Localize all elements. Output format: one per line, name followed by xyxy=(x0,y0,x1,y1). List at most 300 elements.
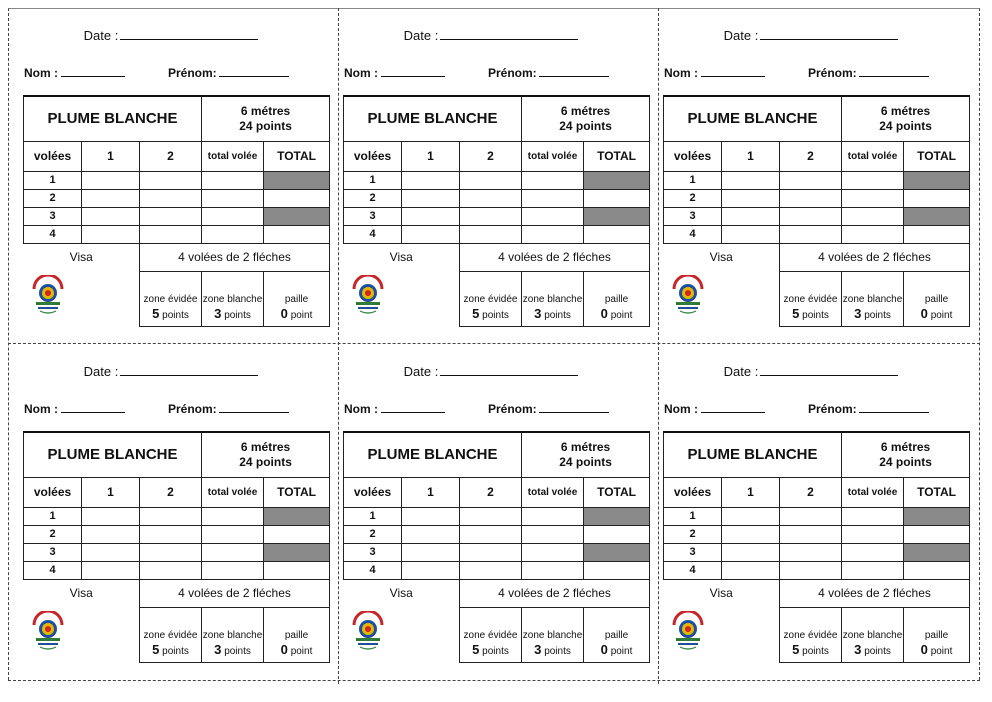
row-number: 1 xyxy=(664,171,722,189)
date-label: Date : xyxy=(403,364,439,379)
score-card xyxy=(10,8,332,338)
score-cell[interactable] xyxy=(82,507,140,525)
nom-blank[interactable] xyxy=(701,402,765,413)
nom-label: Nom : xyxy=(24,66,58,80)
distance-points xyxy=(842,96,970,141)
score-cell[interactable] xyxy=(722,561,780,579)
score-cell[interactable] xyxy=(780,525,842,543)
row-number: 3 xyxy=(664,543,722,561)
col-header-total: TOTAL xyxy=(264,141,330,171)
score-cell[interactable] xyxy=(522,171,584,189)
format-label: 4 volées de 2 fléches xyxy=(780,243,970,271)
zone-blanche-points: 3 xyxy=(214,305,222,321)
table-row xyxy=(664,207,970,225)
row-number: 3 xyxy=(344,207,402,225)
col-header-2: 2 xyxy=(460,477,522,507)
total-cell[interactable] xyxy=(264,225,330,243)
zone-paille-label: paille xyxy=(604,629,629,641)
nom-blank[interactable] xyxy=(701,66,765,77)
nom-field[interactable] xyxy=(344,402,445,416)
score-cell[interactable] xyxy=(82,207,140,225)
row-number: 1 xyxy=(344,171,402,189)
format-label: 4 volées de 2 fléches xyxy=(140,579,330,607)
distance-points xyxy=(202,432,330,477)
score-cell[interactable] xyxy=(140,507,202,525)
prenom-label: Prénom: xyxy=(808,66,857,80)
score-cell[interactable] xyxy=(842,507,904,525)
date-blank[interactable] xyxy=(440,28,578,40)
score-cell[interactable] xyxy=(722,189,780,207)
score-cell[interactable] xyxy=(140,207,202,225)
nom-blank[interactable] xyxy=(61,66,125,77)
date-blank[interactable] xyxy=(120,28,258,40)
score-cell[interactable] xyxy=(842,225,904,243)
total-cell-shaded xyxy=(264,507,330,525)
row-number: 2 xyxy=(664,189,722,207)
score-table xyxy=(343,95,650,327)
club-logo-icon xyxy=(350,611,386,651)
row-number: 4 xyxy=(24,561,82,579)
club-logo-icon xyxy=(670,275,706,315)
points-total-label: 24 points xyxy=(239,454,292,469)
table-row xyxy=(344,543,650,561)
nom-label: Nom : xyxy=(664,402,698,416)
total-cell[interactable] xyxy=(904,525,970,543)
table-row xyxy=(344,171,650,189)
score-cell[interactable] xyxy=(780,225,842,243)
zone-blanche-label: zone blanche xyxy=(522,629,583,641)
prenom-label: Prénom: xyxy=(168,402,217,416)
total-cell[interactable] xyxy=(264,189,330,207)
visa-signature-area[interactable] xyxy=(82,607,140,662)
nom-field[interactable] xyxy=(24,402,125,416)
points-total-label: 24 points xyxy=(879,454,932,469)
total-cell-shaded xyxy=(264,171,330,189)
row-number: 4 xyxy=(664,561,722,579)
score-cell[interactable] xyxy=(780,543,842,561)
date-label: Date : xyxy=(83,364,119,379)
table-row xyxy=(24,561,330,579)
visa-label: Visa xyxy=(24,579,140,607)
zone-paille xyxy=(584,607,650,662)
col-header-total: TOTAL xyxy=(904,477,970,507)
col-header-total-volee: total volée xyxy=(842,141,904,171)
score-cell[interactable] xyxy=(722,207,780,225)
col-header-2: 2 xyxy=(460,141,522,171)
col-header-1: 1 xyxy=(402,141,460,171)
score-table xyxy=(23,95,330,327)
row-number: 4 xyxy=(344,225,402,243)
score-cell[interactable] xyxy=(82,525,140,543)
zone-paille xyxy=(904,607,970,662)
zone-paille xyxy=(264,607,330,662)
score-cell[interactable] xyxy=(522,525,584,543)
score-card xyxy=(330,8,652,338)
card-title: PLUME BLANCHE xyxy=(664,96,842,141)
table-row xyxy=(24,507,330,525)
row-number: 1 xyxy=(664,507,722,525)
score-cell[interactable] xyxy=(402,507,460,525)
point-unit: point xyxy=(610,309,633,321)
score-table xyxy=(663,431,970,663)
score-cell[interactable] xyxy=(140,171,202,189)
row-number: 4 xyxy=(344,561,402,579)
date-label: Date : xyxy=(83,28,119,43)
date-label: Date : xyxy=(723,364,759,379)
date-field[interactable] xyxy=(330,364,652,379)
zone-paille-points: 0 xyxy=(280,305,288,321)
point-unit: point xyxy=(930,309,953,321)
zone-evidee-points: 5 xyxy=(792,641,800,657)
score-cell[interactable] xyxy=(780,207,842,225)
zone-blanche xyxy=(842,607,904,662)
zone-evidee-label: zone évidée xyxy=(463,629,518,641)
score-cell[interactable] xyxy=(402,543,460,561)
zone-blanche xyxy=(202,271,264,326)
score-cell[interactable] xyxy=(202,507,264,525)
score-cell[interactable] xyxy=(722,225,780,243)
logo-cell xyxy=(344,271,402,326)
zone-evidee xyxy=(780,607,842,662)
col-header-total: TOTAL xyxy=(264,477,330,507)
score-cell[interactable] xyxy=(842,561,904,579)
col-header-volees: volées xyxy=(24,141,82,171)
col-header-total-volee: total volée xyxy=(522,477,584,507)
total-cell[interactable] xyxy=(264,561,330,579)
total-cell-shaded xyxy=(904,207,970,225)
logo-cell xyxy=(24,607,82,662)
prenom-field[interactable] xyxy=(808,66,929,80)
prenom-field[interactable] xyxy=(488,66,609,80)
total-cell[interactable] xyxy=(904,561,970,579)
score-cell[interactable] xyxy=(82,189,140,207)
col-header-2: 2 xyxy=(780,477,842,507)
zone-paille-label: paille xyxy=(284,293,309,305)
zone-evidee-label: zone évidée xyxy=(143,629,198,641)
table-row xyxy=(664,561,970,579)
total-cell[interactable] xyxy=(584,561,650,579)
table-row xyxy=(664,543,970,561)
distance-label: 6 métres xyxy=(240,103,291,118)
score-cell[interactable] xyxy=(460,207,522,225)
visa-signature-area[interactable] xyxy=(82,271,140,326)
score-cell[interactable] xyxy=(82,543,140,561)
score-cell[interactable] xyxy=(722,507,780,525)
score-cell[interactable] xyxy=(402,189,460,207)
club-logo-icon xyxy=(350,275,386,315)
table-row xyxy=(664,525,970,543)
score-cell[interactable] xyxy=(522,543,584,561)
card-title: PLUME BLANCHE xyxy=(24,432,202,477)
distance-points xyxy=(522,432,650,477)
score-cell[interactable] xyxy=(460,225,522,243)
logo-cell xyxy=(664,271,722,326)
score-cell[interactable] xyxy=(140,525,202,543)
zone-blanche-points: 3 xyxy=(534,305,542,321)
score-cell[interactable] xyxy=(82,225,140,243)
table-row xyxy=(24,225,330,243)
score-card xyxy=(330,344,652,674)
total-cell-shaded xyxy=(584,171,650,189)
total-cell-shaded xyxy=(584,207,650,225)
table-row xyxy=(664,225,970,243)
score-cell[interactable] xyxy=(780,189,842,207)
row-number: 4 xyxy=(24,225,82,243)
nom-blank[interactable] xyxy=(381,66,445,77)
total-cell[interactable] xyxy=(264,525,330,543)
zone-evidee xyxy=(780,271,842,326)
score-cell[interactable] xyxy=(402,225,460,243)
score-cell[interactable] xyxy=(202,225,264,243)
zone-paille-points: 0 xyxy=(280,641,288,657)
nom-field[interactable] xyxy=(664,66,765,80)
score-cell[interactable] xyxy=(522,225,584,243)
zone-blanche-points: 3 xyxy=(214,641,222,657)
points-unit: points xyxy=(864,645,891,657)
date-blank[interactable] xyxy=(760,28,898,40)
score-cell[interactable] xyxy=(140,561,202,579)
prenom-blank[interactable] xyxy=(219,66,289,77)
score-cell[interactable] xyxy=(522,189,584,207)
zone-blanche-points: 3 xyxy=(534,641,542,657)
points-unit: points xyxy=(224,645,251,657)
col-header-volees: volées xyxy=(344,477,402,507)
prenom-label: Prénom: xyxy=(168,66,217,80)
table-row xyxy=(664,507,970,525)
nom-blank[interactable] xyxy=(381,402,445,413)
zone-evidee-points: 5 xyxy=(152,641,160,657)
score-table xyxy=(23,431,330,663)
score-cell[interactable] xyxy=(842,525,904,543)
visa-signature-area[interactable] xyxy=(402,271,460,326)
club-logo-icon xyxy=(30,611,66,651)
score-cell[interactable] xyxy=(780,561,842,579)
score-cell[interactable] xyxy=(140,225,202,243)
score-cell[interactable] xyxy=(722,543,780,561)
nom-field[interactable] xyxy=(664,402,765,416)
nom-label: Nom : xyxy=(24,402,58,416)
score-cell[interactable] xyxy=(522,561,584,579)
table-row xyxy=(344,189,650,207)
total-cell-shaded xyxy=(904,171,970,189)
table-row xyxy=(24,207,330,225)
prenom-field[interactable] xyxy=(168,402,289,416)
prenom-blank[interactable] xyxy=(219,402,289,413)
zone-blanche xyxy=(522,607,584,662)
prenom-field[interactable] xyxy=(168,66,289,80)
nom-field[interactable] xyxy=(344,66,445,80)
card-title: PLUME BLANCHE xyxy=(24,96,202,141)
total-cell[interactable] xyxy=(584,189,650,207)
score-cell[interactable] xyxy=(842,171,904,189)
nom-field[interactable] xyxy=(24,66,125,80)
score-cell[interactable] xyxy=(402,207,460,225)
points-unit: points xyxy=(224,309,251,321)
row-number: 2 xyxy=(344,189,402,207)
score-cell[interactable] xyxy=(842,543,904,561)
nom-label: Nom : xyxy=(344,402,378,416)
date-field[interactable] xyxy=(330,28,652,43)
nom-blank[interactable] xyxy=(61,402,125,413)
zone-paille-points: 0 xyxy=(600,641,608,657)
col-header-volees: volées xyxy=(664,477,722,507)
points-unit: points xyxy=(544,309,571,321)
total-cell-shaded xyxy=(264,543,330,561)
col-header-1: 1 xyxy=(722,141,780,171)
zone-blanche-label: zone blanche xyxy=(202,293,263,305)
total-cell[interactable] xyxy=(904,189,970,207)
score-cell[interactable] xyxy=(402,561,460,579)
visa-label: Visa xyxy=(664,243,780,271)
total-cell[interactable] xyxy=(904,225,970,243)
zone-evidee-label: zone évidée xyxy=(143,293,198,305)
col-header-total: TOTAL xyxy=(584,477,650,507)
row-number: 3 xyxy=(24,207,82,225)
card-title: PLUME BLANCHE xyxy=(664,432,842,477)
score-cell[interactable] xyxy=(202,171,264,189)
visa-signature-area[interactable] xyxy=(722,271,780,326)
points-unit: points xyxy=(802,309,829,321)
card-title: PLUME BLANCHE xyxy=(344,432,522,477)
points-total-label: 24 points xyxy=(879,118,932,133)
table-row xyxy=(344,207,650,225)
score-cell[interactable] xyxy=(722,525,780,543)
row-number: 2 xyxy=(24,189,82,207)
points-unit: points xyxy=(482,309,509,321)
visa-signature-area[interactable] xyxy=(722,607,780,662)
prenom-blank[interactable] xyxy=(539,402,609,413)
nom-label: Nom : xyxy=(664,66,698,80)
points-unit: points xyxy=(544,645,571,657)
point-unit: point xyxy=(930,645,953,657)
score-cell[interactable] xyxy=(202,525,264,543)
total-cell[interactable] xyxy=(584,525,650,543)
col-header-1: 1 xyxy=(722,477,780,507)
table-row xyxy=(344,225,650,243)
zone-blanche xyxy=(522,271,584,326)
distance-points xyxy=(522,96,650,141)
visa-signature-area[interactable] xyxy=(402,607,460,662)
zone-blanche-label: zone blanche xyxy=(842,629,903,641)
date-blank[interactable] xyxy=(120,364,258,376)
date-field[interactable] xyxy=(10,28,332,43)
score-cell[interactable] xyxy=(780,171,842,189)
score-cell[interactable] xyxy=(402,525,460,543)
col-header-volees: volées xyxy=(24,477,82,507)
visa-label: Visa xyxy=(344,243,460,271)
zone-evidee-points: 5 xyxy=(152,305,160,321)
date-blank[interactable] xyxy=(760,364,898,376)
row-number: 3 xyxy=(664,207,722,225)
prenom-blank[interactable] xyxy=(859,402,929,413)
prenom-blank[interactable] xyxy=(859,66,929,77)
score-cell[interactable] xyxy=(202,543,264,561)
zone-paille-label: paille xyxy=(604,293,629,305)
points-unit: points xyxy=(162,309,189,321)
prenom-field[interactable] xyxy=(808,402,929,416)
date-field[interactable] xyxy=(650,364,972,379)
total-cell[interactable] xyxy=(584,225,650,243)
score-cell[interactable] xyxy=(460,525,522,543)
format-label: 4 volées de 2 fléches xyxy=(460,243,650,271)
date-blank[interactable] xyxy=(440,364,578,376)
format-label: 4 volées de 2 fléches xyxy=(140,243,330,271)
row-number: 3 xyxy=(24,543,82,561)
score-cell[interactable] xyxy=(140,543,202,561)
prenom-field[interactable] xyxy=(488,402,609,416)
date-field[interactable] xyxy=(10,364,332,379)
point-unit: point xyxy=(290,645,313,657)
score-cell[interactable] xyxy=(460,171,522,189)
points-total-label: 24 points xyxy=(559,118,612,133)
zone-paille-points: 0 xyxy=(920,305,928,321)
score-table xyxy=(663,95,970,327)
zone-blanche-label: zone blanche xyxy=(202,629,263,641)
zone-evidee xyxy=(460,271,522,326)
score-cell[interactable] xyxy=(402,171,460,189)
logo-cell xyxy=(344,607,402,662)
distance-label: 6 métres xyxy=(560,439,611,454)
score-cell[interactable] xyxy=(460,561,522,579)
score-cell[interactable] xyxy=(842,207,904,225)
row-number: 1 xyxy=(344,507,402,525)
point-unit: point xyxy=(290,309,313,321)
score-cell[interactable] xyxy=(202,561,264,579)
club-logo-icon xyxy=(30,275,66,315)
score-cell[interactable] xyxy=(522,207,584,225)
zone-paille-points: 0 xyxy=(920,641,928,657)
score-cell[interactable] xyxy=(842,189,904,207)
point-unit: point xyxy=(610,645,633,657)
distance-points xyxy=(842,432,970,477)
score-cell[interactable] xyxy=(82,561,140,579)
col-header-volees: volées xyxy=(664,141,722,171)
zone-evidee-points: 5 xyxy=(472,641,480,657)
score-cell[interactable] xyxy=(202,189,264,207)
date-field[interactable] xyxy=(650,28,972,43)
visa-label: Visa xyxy=(344,579,460,607)
score-cell[interactable] xyxy=(522,507,584,525)
score-card xyxy=(650,8,972,338)
col-header-2: 2 xyxy=(140,477,202,507)
zone-evidee xyxy=(140,607,202,662)
col-header-total-volee: total volée xyxy=(842,477,904,507)
score-cell[interactable] xyxy=(722,171,780,189)
col-header-volees: volées xyxy=(344,141,402,171)
zone-blanche-label: zone blanche xyxy=(842,293,903,305)
zone-paille-points: 0 xyxy=(600,305,608,321)
row-number: 2 xyxy=(664,525,722,543)
score-cell[interactable] xyxy=(140,189,202,207)
zone-paille xyxy=(264,271,330,326)
total-cell-shaded xyxy=(904,543,970,561)
score-cell[interactable] xyxy=(460,543,522,561)
col-header-2: 2 xyxy=(140,141,202,171)
zone-evidee-label: zone évidée xyxy=(783,293,838,305)
score-cell[interactable] xyxy=(780,507,842,525)
zone-paille-label: paille xyxy=(924,629,949,641)
score-cell[interactable] xyxy=(202,207,264,225)
table-row xyxy=(24,543,330,561)
prenom-blank[interactable] xyxy=(539,66,609,77)
zone-evidee xyxy=(460,607,522,662)
score-cell[interactable] xyxy=(460,189,522,207)
table-row xyxy=(664,171,970,189)
distance-label: 6 métres xyxy=(880,103,931,118)
score-cell[interactable] xyxy=(460,507,522,525)
score-cell[interactable] xyxy=(82,171,140,189)
club-logo-icon xyxy=(670,611,706,651)
